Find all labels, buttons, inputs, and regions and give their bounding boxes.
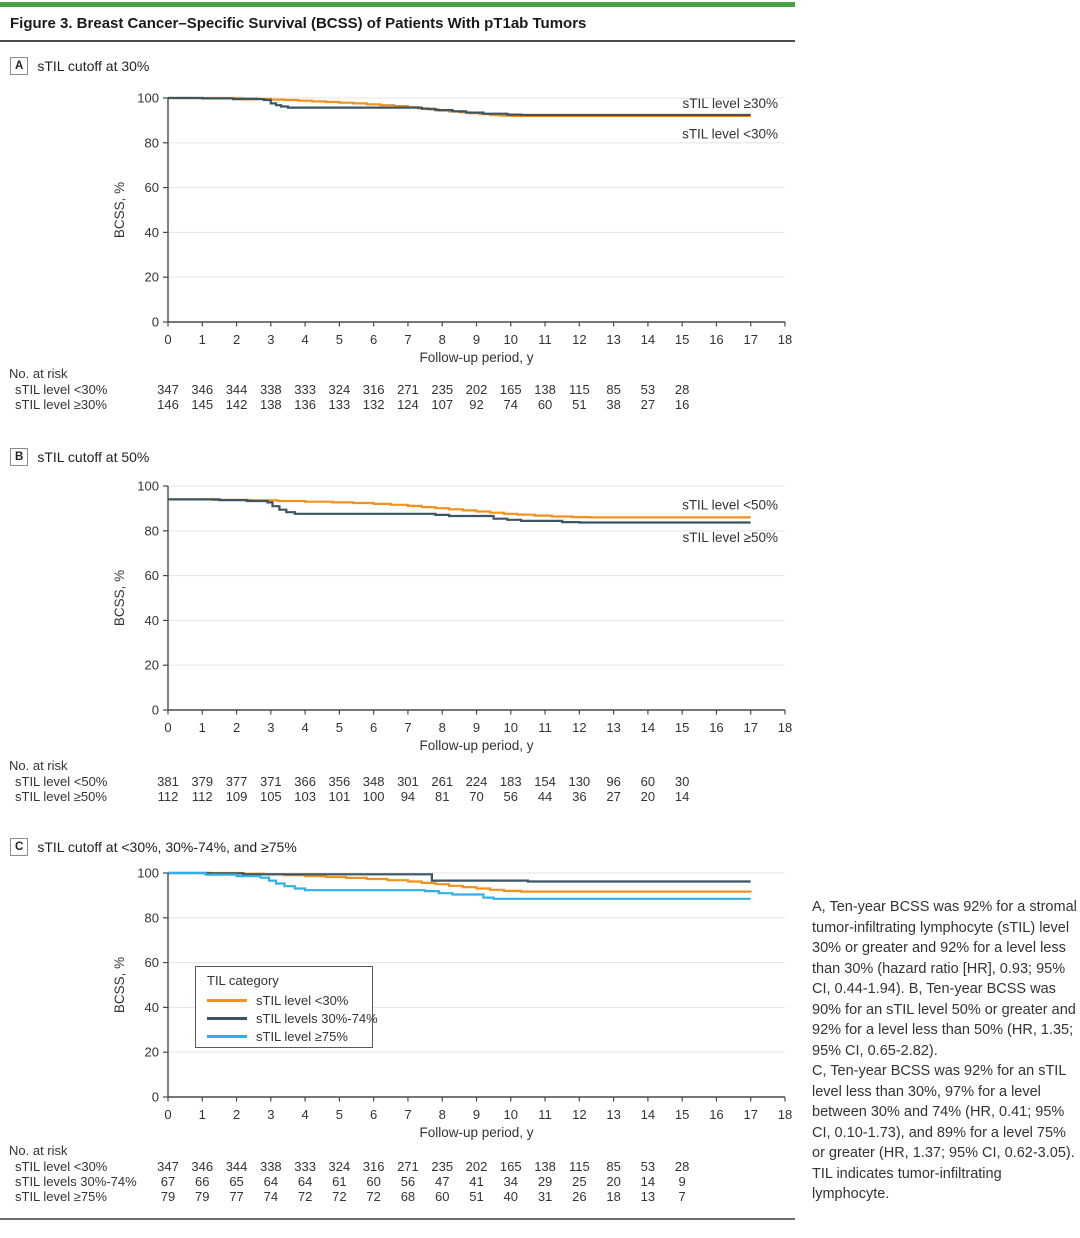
risk-count: 261 xyxy=(431,774,454,789)
x-tick-label-14: 14 xyxy=(640,720,656,735)
y-axis-label: BCSS, % xyxy=(112,956,127,1014)
x-tick-label-16: 16 xyxy=(709,1107,724,1122)
risk-count: 235 xyxy=(431,1159,454,1174)
risk-count: 202 xyxy=(465,382,488,397)
risk-count: 202 xyxy=(465,1159,488,1174)
x-tick-label-1: 1 xyxy=(198,1107,206,1122)
curve-end-label-2: sTIL level ≥50% xyxy=(682,530,778,546)
risk-count: 25 xyxy=(572,1174,587,1189)
risk-count: 74 xyxy=(263,1189,279,1204)
x-tick-label-9: 9 xyxy=(472,1107,481,1122)
caption-paragraph-ab: A, Ten-year BCSS was 92% for a stromal tumor-infiltrating lymphocyte (sTIL) level 30% or greater and 92% for a level less than 30% (hazard ratio [HR], 0.93; 95% CI, 0.44-1.94). B, Ten-year BCSS was 90% for an sTIL level 50% or greater and 92% for a level less than 50% (HR, 1.35; 95% CI, 0.65-2.82). xyxy=(812,899,1077,1059)
panel-b-header xyxy=(10,448,149,466)
risk-count: 77 xyxy=(229,1189,244,1204)
risk-count: 61 xyxy=(332,1174,347,1189)
risk-count: 107 xyxy=(431,397,454,412)
legend-entries xyxy=(207,991,378,1045)
risk-count: 271 xyxy=(397,382,419,397)
risk-count: 18 xyxy=(606,1189,621,1204)
risk-count: 60 xyxy=(366,1174,381,1189)
x-tick-label-18: 18 xyxy=(777,332,793,347)
risk-count: 138 xyxy=(534,382,556,397)
x-tick-label-9: 9 xyxy=(472,332,481,347)
risk-count: 133 xyxy=(328,397,351,412)
x-tick-label-3: 3 xyxy=(267,1107,275,1122)
til-category-legend xyxy=(195,966,378,1048)
survival-curve-1 xyxy=(168,98,751,116)
survival-curve-2 xyxy=(168,98,751,115)
figure-title: Figure 3. Breast Cancer–Specific Survival (BCSS) of Patients With pT1ab Tumors xyxy=(10,15,587,32)
risk-count: 344 xyxy=(225,382,248,397)
x-tick-label-5: 5 xyxy=(335,1107,344,1122)
risk-count: 379 xyxy=(191,774,214,789)
risk-count: 60 xyxy=(537,397,553,412)
panel-b-title: sTIL cutoff at 50% xyxy=(37,449,150,465)
risk-count: 7 xyxy=(678,1189,686,1204)
risk-count: 81 xyxy=(434,789,450,804)
risk-count: 41 xyxy=(469,1174,484,1189)
x-axis-label: Follow-up period, y xyxy=(419,1125,534,1140)
risk-count: 30 xyxy=(674,774,690,789)
legend-line-swatch xyxy=(207,1035,247,1038)
risk-count: 115 xyxy=(568,382,590,397)
legend-entry-label: sTIL level <30% xyxy=(256,992,349,1008)
risk-count: 333 xyxy=(294,382,316,397)
risk-count: 20 xyxy=(606,1174,621,1189)
x-tick-label-13: 13 xyxy=(606,332,621,347)
risk-count: 40 xyxy=(503,1189,518,1204)
legend-entry-label: sTIL level ≥75% xyxy=(256,1028,348,1044)
risk-count: 324 xyxy=(328,382,351,397)
x-axis-label: Follow-up period, y xyxy=(419,350,534,365)
x-tick-label-5: 5 xyxy=(335,720,344,735)
legend-entry-label: sTIL levels 30%-74% xyxy=(256,1010,378,1026)
y-tick-label-80: 80 xyxy=(144,135,159,151)
risk-count: 356 xyxy=(328,774,351,789)
risk-count: 53 xyxy=(640,382,656,397)
panel-c-chart xyxy=(0,863,810,1143)
risk-count: 124 xyxy=(397,397,419,412)
risk-count: 38 xyxy=(606,397,621,412)
curve-end-label-1: sTIL level ≥30% xyxy=(682,95,778,111)
risk-count: 235 xyxy=(431,382,454,397)
x-tick-label-1: 1 xyxy=(198,720,206,735)
x-tick-label-2: 2 xyxy=(232,720,241,735)
x-tick-label-6: 6 xyxy=(370,1107,378,1122)
risk-count: 145 xyxy=(191,397,214,412)
risk-count: 316 xyxy=(362,1159,385,1174)
x-tick-label-8: 8 xyxy=(438,332,446,347)
x-tick-label-18: 18 xyxy=(777,720,793,735)
risk-count: 36 xyxy=(572,789,587,804)
y-axis-label: BCSS, % xyxy=(112,569,127,627)
risk-count: 47 xyxy=(434,1174,450,1189)
risk-count: 366 xyxy=(294,774,316,789)
risk-row-1 xyxy=(0,774,810,789)
risk-count: 346 xyxy=(191,1159,214,1174)
x-tick-label-12: 12 xyxy=(572,332,587,347)
panel-b-letter: B xyxy=(10,448,28,466)
y-tick-label-60: 60 xyxy=(144,955,159,971)
x-tick-label-9: 9 xyxy=(472,720,481,735)
panel-a-title: sTIL cutoff at 30% xyxy=(37,58,150,74)
caption-paragraph-c: C, Ten-year BCSS was 92% for an sTIL level less than 30%, 97% for a level between 30% and 74% (HR, 0.41; 95% CI, 0.10-1.73), and 89% for a level 75% or greater (HR, 1.37; 95% CI, 0.62-3.05). TIL indicates tumor-infiltrating lymphocyte. xyxy=(812,1063,1075,1202)
risk-count: 56 xyxy=(400,1174,416,1189)
risk-count: 142 xyxy=(225,397,248,412)
x-tick-label-12: 12 xyxy=(572,1107,587,1122)
risk-count: 224 xyxy=(465,774,488,789)
risk-row-label: sTIL level <50% xyxy=(15,774,108,789)
y-tick-label-20: 20 xyxy=(144,1044,159,1060)
x-tick-label-4: 4 xyxy=(301,720,309,735)
risk-count: 27 xyxy=(640,397,656,412)
risk-row-label: sTIL level <30% xyxy=(15,382,108,397)
risk-count: 65 xyxy=(229,1174,244,1189)
title-divider xyxy=(0,40,795,42)
risk-count: 51 xyxy=(572,397,587,412)
x-tick-label-11: 11 xyxy=(538,332,552,347)
risk-count: 85 xyxy=(606,382,621,397)
x-tick-label-7: 7 xyxy=(404,720,412,735)
risk-count: 64 xyxy=(297,1174,313,1189)
risk-count: 85 xyxy=(606,1159,621,1174)
risk-count: 100 xyxy=(362,789,385,804)
risk-row-1 xyxy=(0,1159,810,1174)
x-tick-label-13: 13 xyxy=(606,720,621,735)
risk-count: 70 xyxy=(469,789,484,804)
x-tick-label-13: 13 xyxy=(606,1107,621,1122)
risk-count: 60 xyxy=(434,1189,450,1204)
risk-count: 27 xyxy=(606,789,621,804)
x-tick-label-10: 10 xyxy=(503,720,519,735)
risk-count: 338 xyxy=(259,382,282,397)
y-tick-label-100: 100 xyxy=(137,90,159,106)
risk-count: 72 xyxy=(366,1189,381,1204)
x-tick-label-12: 12 xyxy=(572,720,587,735)
y-tick-label-100: 100 xyxy=(137,478,159,494)
panel-c-header xyxy=(10,838,297,856)
risk-count: 165 xyxy=(499,382,522,397)
risk-row-2 xyxy=(0,789,810,804)
legend-entry-1 xyxy=(207,991,372,1009)
risk-count: 44 xyxy=(537,789,553,804)
risk-count: 115 xyxy=(568,1159,590,1174)
risk-count: 338 xyxy=(259,1159,282,1174)
risk-count: 96 xyxy=(606,774,621,789)
x-tick-label-7: 7 xyxy=(404,332,412,347)
risk-count: 103 xyxy=(294,789,316,804)
x-tick-label-15: 15 xyxy=(674,332,690,347)
x-tick-label-16: 16 xyxy=(709,332,724,347)
risk-count: 28 xyxy=(674,382,690,397)
risk-count: 28 xyxy=(674,1159,690,1174)
risk-count: 34 xyxy=(503,1174,518,1189)
y-tick-label-60: 60 xyxy=(144,568,159,584)
bottom-divider xyxy=(0,1218,795,1220)
x-tick-label-10: 10 xyxy=(503,1107,519,1122)
y-tick-label-20: 20 xyxy=(144,269,159,285)
risk-count: 31 xyxy=(537,1189,553,1204)
x-tick-label-17: 17 xyxy=(743,1107,758,1122)
risk-count: 130 xyxy=(568,774,591,789)
y-tick-label-0: 0 xyxy=(151,1089,159,1105)
risk-row-3 xyxy=(0,1189,810,1204)
y-tick-label-40: 40 xyxy=(144,612,159,628)
survival-curve-2 xyxy=(168,873,751,882)
x-tick-label-14: 14 xyxy=(640,1107,656,1122)
legend-line-swatch xyxy=(207,1017,247,1020)
risk-count: 347 xyxy=(157,382,179,397)
risk-count: 64 xyxy=(263,1174,279,1189)
risk-count: 381 xyxy=(157,774,179,789)
risk-count: 16 xyxy=(674,397,690,412)
legend-entry-2 xyxy=(207,1009,378,1027)
risk-count: 72 xyxy=(297,1189,313,1204)
risk-count: 138 xyxy=(259,397,282,412)
risk-count: 109 xyxy=(225,789,248,804)
x-tick-label-1: 1 xyxy=(198,332,206,347)
y-tick-label-100: 100 xyxy=(137,865,159,881)
legend-entry-3 xyxy=(207,1027,372,1045)
x-tick-label-7: 7 xyxy=(404,1107,412,1122)
x-tick-label-6: 6 xyxy=(370,720,378,735)
y-tick-label-20: 20 xyxy=(144,657,159,673)
risk-row-label: sTIL levels 30%-74% xyxy=(15,1174,137,1189)
risk-count: 165 xyxy=(499,1159,522,1174)
risk-count: 377 xyxy=(225,774,248,789)
x-tick-label-4: 4 xyxy=(301,1107,309,1122)
x-tick-label-0: 0 xyxy=(164,720,172,735)
x-tick-label-2: 2 xyxy=(232,1107,241,1122)
risk-count: 101 xyxy=(328,789,351,804)
risk-count: 53 xyxy=(640,1159,656,1174)
risk-count: 271 xyxy=(397,1159,419,1174)
x-tick-label-11: 11 xyxy=(538,1107,552,1122)
risk-row-1 xyxy=(0,382,810,397)
risk-count: 13 xyxy=(640,1189,656,1204)
risk-count: 29 xyxy=(537,1174,553,1189)
risk-count: 51 xyxy=(469,1189,484,1204)
risk-count: 72 xyxy=(332,1189,347,1204)
y-tick-label-0: 0 xyxy=(151,702,159,718)
x-tick-label-8: 8 xyxy=(438,1107,446,1122)
risk-count: 79 xyxy=(160,1189,176,1204)
risk-count: 79 xyxy=(195,1189,210,1204)
risk-count: 183 xyxy=(499,774,522,789)
panel-a-header xyxy=(10,57,149,75)
x-tick-label-3: 3 xyxy=(267,720,275,735)
risk-count: 348 xyxy=(362,774,385,789)
survival-curve-2 xyxy=(168,499,751,522)
risk-count: 60 xyxy=(640,774,656,789)
panel-b-chart xyxy=(0,476,810,756)
risk-table-header: No. at risk xyxy=(9,758,68,773)
risk-row-label: sTIL level ≥75% xyxy=(15,1189,107,1204)
x-axis-label: Follow-up period, y xyxy=(419,738,534,753)
panel-c-title: sTIL cutoff at <30%, 30%-74%, and ≥75% xyxy=(37,839,297,855)
risk-table-header: No. at risk xyxy=(9,366,68,381)
x-tick-label-14: 14 xyxy=(640,332,656,347)
risk-count: 94 xyxy=(400,789,416,804)
risk-count: 66 xyxy=(195,1174,210,1189)
risk-count: 92 xyxy=(469,397,484,412)
x-tick-label-3: 3 xyxy=(267,332,275,347)
y-tick-label-40: 40 xyxy=(144,224,159,240)
risk-count: 344 xyxy=(225,1159,248,1174)
risk-count: 346 xyxy=(191,382,214,397)
y-tick-label-80: 80 xyxy=(144,523,159,539)
x-tick-label-2: 2 xyxy=(232,332,241,347)
risk-count: 324 xyxy=(328,1159,351,1174)
risk-count: 14 xyxy=(674,789,690,804)
panel-c-letter: C xyxy=(10,838,28,856)
risk-row-2 xyxy=(0,1174,810,1189)
risk-row-label: sTIL level <30% xyxy=(15,1159,108,1174)
risk-count: 112 xyxy=(191,789,213,804)
risk-count: 371 xyxy=(259,774,282,789)
risk-count: 56 xyxy=(503,789,518,804)
figure-caption xyxy=(812,897,1080,1205)
y-tick-label-0: 0 xyxy=(151,314,159,330)
risk-count: 146 xyxy=(157,397,179,412)
risk-row-2 xyxy=(0,397,810,412)
accent-bar xyxy=(0,2,795,7)
x-tick-label-8: 8 xyxy=(438,720,446,735)
x-tick-label-16: 16 xyxy=(709,720,724,735)
risk-count: 154 xyxy=(534,774,556,789)
survival-curve-1 xyxy=(168,499,751,517)
panel-a-chart xyxy=(0,88,810,368)
x-tick-label-10: 10 xyxy=(503,332,519,347)
y-axis-label: BCSS, % xyxy=(112,181,127,239)
y-tick-label-40: 40 xyxy=(144,999,159,1015)
x-tick-label-17: 17 xyxy=(743,332,758,347)
x-tick-label-18: 18 xyxy=(777,1107,793,1122)
x-tick-label-4: 4 xyxy=(301,332,309,347)
risk-count: 136 xyxy=(294,397,316,412)
panel-a-letter: A xyxy=(10,57,28,75)
x-tick-label-0: 0 xyxy=(164,1107,172,1122)
curve-end-label-2: sTIL level <30% xyxy=(682,126,778,142)
risk-count: 132 xyxy=(362,397,385,412)
x-tick-label-5: 5 xyxy=(335,332,344,347)
x-tick-label-0: 0 xyxy=(164,332,172,347)
risk-count: 9 xyxy=(678,1174,686,1189)
x-tick-label-15: 15 xyxy=(674,720,690,735)
risk-count: 68 xyxy=(400,1189,416,1204)
risk-count: 74 xyxy=(503,397,518,412)
x-tick-label-17: 17 xyxy=(743,720,758,735)
risk-count: 112 xyxy=(157,789,179,804)
x-tick-label-6: 6 xyxy=(370,332,378,347)
curve-end-label-1: sTIL level <50% xyxy=(682,497,778,513)
y-tick-label-60: 60 xyxy=(144,180,159,196)
risk-count: 301 xyxy=(397,774,419,789)
y-tick-label-80: 80 xyxy=(144,910,159,926)
risk-count: 26 xyxy=(572,1189,587,1204)
risk-count: 20 xyxy=(640,789,656,804)
x-tick-label-11: 11 xyxy=(538,720,552,735)
risk-row-label: sTIL level ≥50% xyxy=(15,789,107,804)
legend-title: TIL category xyxy=(207,973,279,988)
risk-table-header: No. at risk xyxy=(9,1143,68,1158)
risk-count: 67 xyxy=(160,1174,176,1189)
x-tick-label-15: 15 xyxy=(674,1107,690,1122)
risk-count: 347 xyxy=(157,1159,179,1174)
risk-count: 333 xyxy=(294,1159,316,1174)
legend-line-swatch xyxy=(207,999,247,1002)
risk-count: 316 xyxy=(362,382,385,397)
risk-count: 138 xyxy=(534,1159,556,1174)
risk-row-label: sTIL level ≥30% xyxy=(15,397,107,412)
risk-count: 105 xyxy=(259,789,282,804)
risk-count: 14 xyxy=(640,1174,656,1189)
